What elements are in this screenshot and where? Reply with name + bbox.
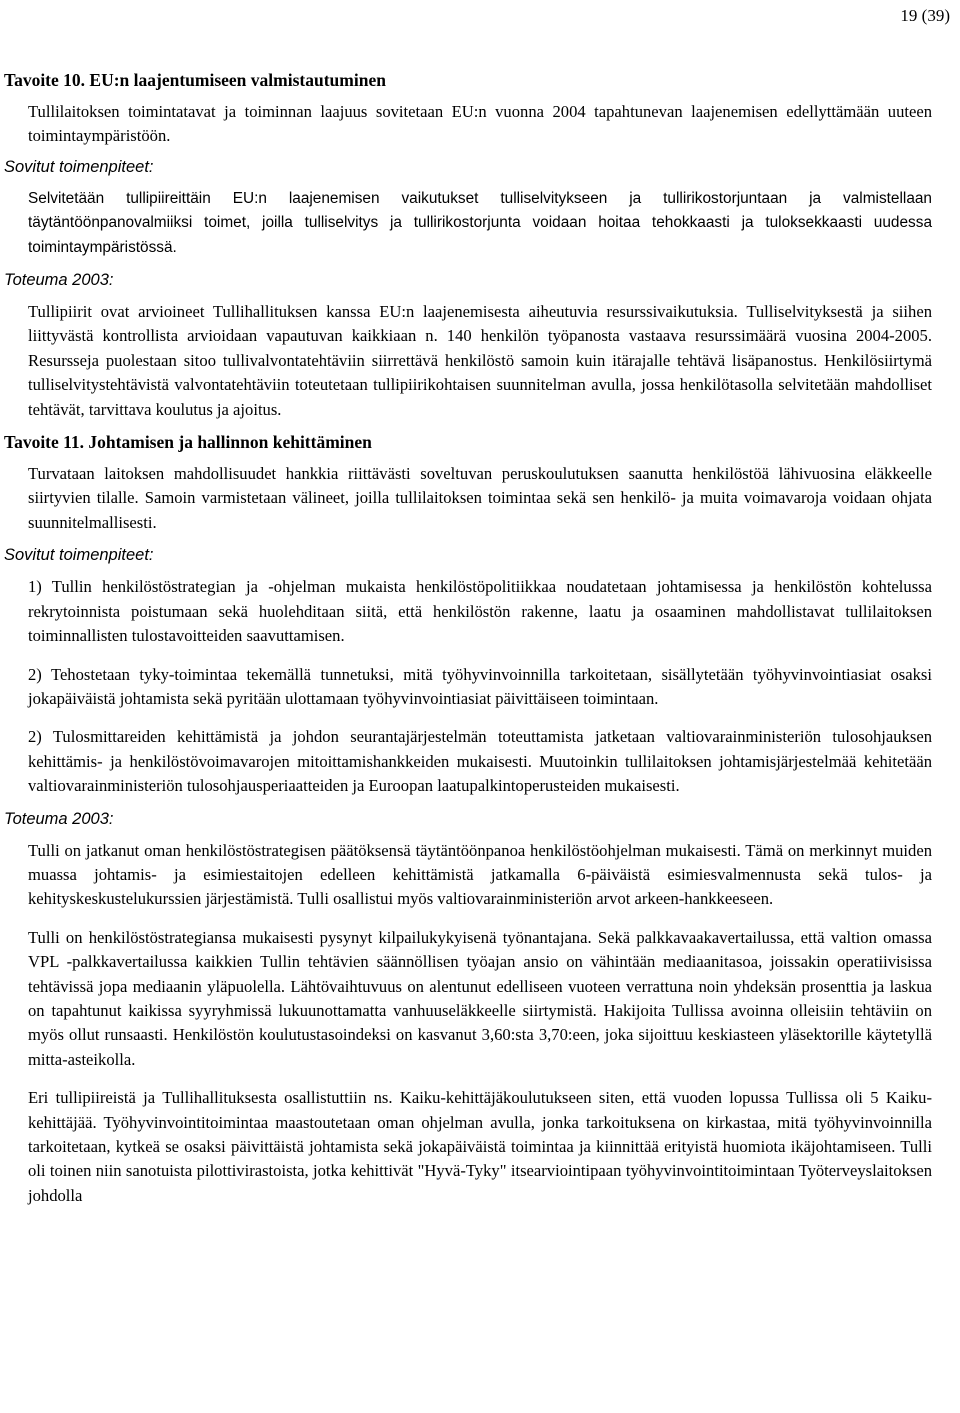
page-number: 19 (39) (900, 6, 950, 25)
goal-11-outcome-2: Tulli on henkilöstöstrategiansa mukaisesti pysynyt kilpailukykyisenä työnantajana. Sekä palkkavaakavertailussa, että valtion omassa VPL -palkkavertailussa kaikkien Tullin tehtävien säännöllisen työajan ansio on vähintään mediaanitasoa, joissakin operatiivisissa tehtävissä jopa mediaanin yläpuolella. Lähtövaihtuvuus on alentunut edelliseen vuoteen verrattuna noin yhdeksän prosenttia ja laskua on tapahtunut kaikissa syyryhmissä lukuunottamatta vanhuuseläkkeelle siirtymistä. Hakijoita Tullissa avoinna olleisiin tehtäviin on myös ollut runsaasti. Henkilöstön koulutustasoindeksi on kasvanut 3,60:sta 3,70:een, joka sijoittuu keskiasteen yläsektorille käytetyllä mitta-asteikolla. (28, 927, 932, 1069)
goal-11-measure-2: 2) Tehostetaan tyky-toimintaa tekemällä tunnetuksi, mitä työhyvinvoinnilla tarkoitetaan, sisällytetään työhyvinvointiasiat osaksi jokapäiväistä johtamista sekä pyritään ulottamaan työhyvinvointiasiat päivittäiseen toimintaan. (28, 664, 932, 708)
goal-10-intro: Tullilaitoksen toimintatavat ja toiminnan laajuus sovitetaan EU:n vuonna 2004 tapahtunevan laajenemisen edellyttämään uuteen toimintaympäristöön. (28, 102, 932, 146)
goal-11-intro: Turvataan laitoksen mahdollisuudet hankkia riittävästi soveltuvan peruskoulutuksen saanutta henkilöstöä lähivuosina eläkkeelle siirtyvien tilalle. Samoin varmistetaan välineet, joilla tullilaitoksen toimintaa sekä sen henkilö- ja muita voimavaroja voidaan ohjata suunnitelmallisesti. (28, 464, 932, 532)
goal-11-heading: Tavoite 11. Johtamisen ja hallinnon kehittäminen (4, 432, 372, 453)
goal-11-outcome-1: Tulli on jatkanut oman henkilöstöstrategisen päätöksensä täytäntöönpanoa henkilöstöohjelman mukaisesti. Tämä on merkinnyt muiden muassa johtamis- ja esimiestaitojen edelleen kehittämistä jatkamalla 6-päiväistä esimiesvalmennusta sekä tulos- ja kehityskeskustelukurssien järjestämistä. Tulli osallistui myös valtiovarainministeriön arvot arkeen-hankkeeseen. (28, 840, 932, 909)
goal-11-outcome-3: Eri tullipiireistä ja Tullihallituksesta osallistuttiin ns. Kaiku-kehittäjäkoulutukseen siten, että vuoden lopussa Tullissa oli 5 Kaiku-kehittäjää. Työhyvinvointitoimintaa maastoutetaan oman ohjelman avulla, jonka tarkoituksena on kirkastaa, mitä työhyvinvoinnilla tarkoitetaan, kytkeä se osaksi päivittäistä johtamista sekä jokapäiväistä toimintaa ja kiinnittää erityistä huomiota ikäjohtamiseen. Tulli oli toinen niin sanotuista pilottivirastoista, jotka kehittivät "Hyvä-Tyky" itsearviointipaan työhyvinvointitoimintaan Työterveyslaitoksen johdolla (28, 1088, 932, 1205)
goal-11-measure-3: 2) Tulosmittareiden kehittämistä ja johdon seurantajärjestelmän toteuttamista jatketaan valtiovarainministeriön tulosohjauksen kehittämis- ja henkilöstövoimavarojen mitoittamishankkeiden mukaisesti. Muutoinkin tullilaitoksen johtamisjärjestelmää kehitetään valtiovarainministeriön tulosohjausperiaatteiden ja Euroopan laatupalkintoperusteiden mukaisesti. (28, 727, 932, 796)
document-body (4, 68, 932, 1216)
goal-10-measures-label: Sovitut toimenpiteet: (4, 157, 154, 176)
goal-11-measure-1: 1) Tullin henkilöstöstrategian ja -ohjelman mukaista henkilöstöpolitiikkaa noudatetaan johtamisessa ja henkilöstön kohtelussa rekrytoinnista poistumaan sekä huolehditaan siitä, että henkilöstön rakenne, laatu ja osaaminen mahdollistavat tullilaitoksen toiminnallisten tulostavoitteiden saavuttamisen. (28, 577, 932, 646)
goal-10-heading: Tavoite 10. EU:n laajentumiseen valmistautuminen (4, 70, 386, 90)
goal-11-outcome-label: Toteuma 2003: (4, 809, 114, 828)
goal-10-measures-text: Selvitetään tullipiireittäin EU:n laajenemisen vaikutukset tulliselvitykseen ja tullirikostorjuntaan ja valmistellaan täytäntöönpanovalmiiksi toimet, joilla tulliselvitys ja tullirikostorjunta voidaan hoitaa tehokkaasti ja tuloksekkaasti uudessa toimintaympäristössä. (28, 189, 932, 256)
goal-10-outcome-text: Tullipiirit ovat arvioineet Tullihallituksen kanssa EU:n laajenemisesta aiheutuvia resurssivaikutuksia. Tulliselvityksestä ja siihen liittyvästä kontrollista arvioidaan vapautuvan kaikkiaan n. 140 henkilön työpanosta vastaava resurssimäärä vuosina 2004-2005. Resursseja puolestaan sitoo tullivalvontatehtäviin siirrettävä henkilöstö samoin kuin itärajalle tehtävä lisäpanostus. Henkilösiirtymä tulliselvitystehtävistä valvontatehtäviin toteutetaan tullipiirikohtaisen suunnitelman avulla, jossa henkilötasolla selvitetään mahdolliset tehtävät, tarvittava koulutus ja ajoitus. (28, 302, 932, 419)
goal-10-outcome-label: Toteuma 2003: (4, 271, 114, 290)
goal-11-measures-label: Sovitut toimenpiteet: (4, 546, 154, 565)
